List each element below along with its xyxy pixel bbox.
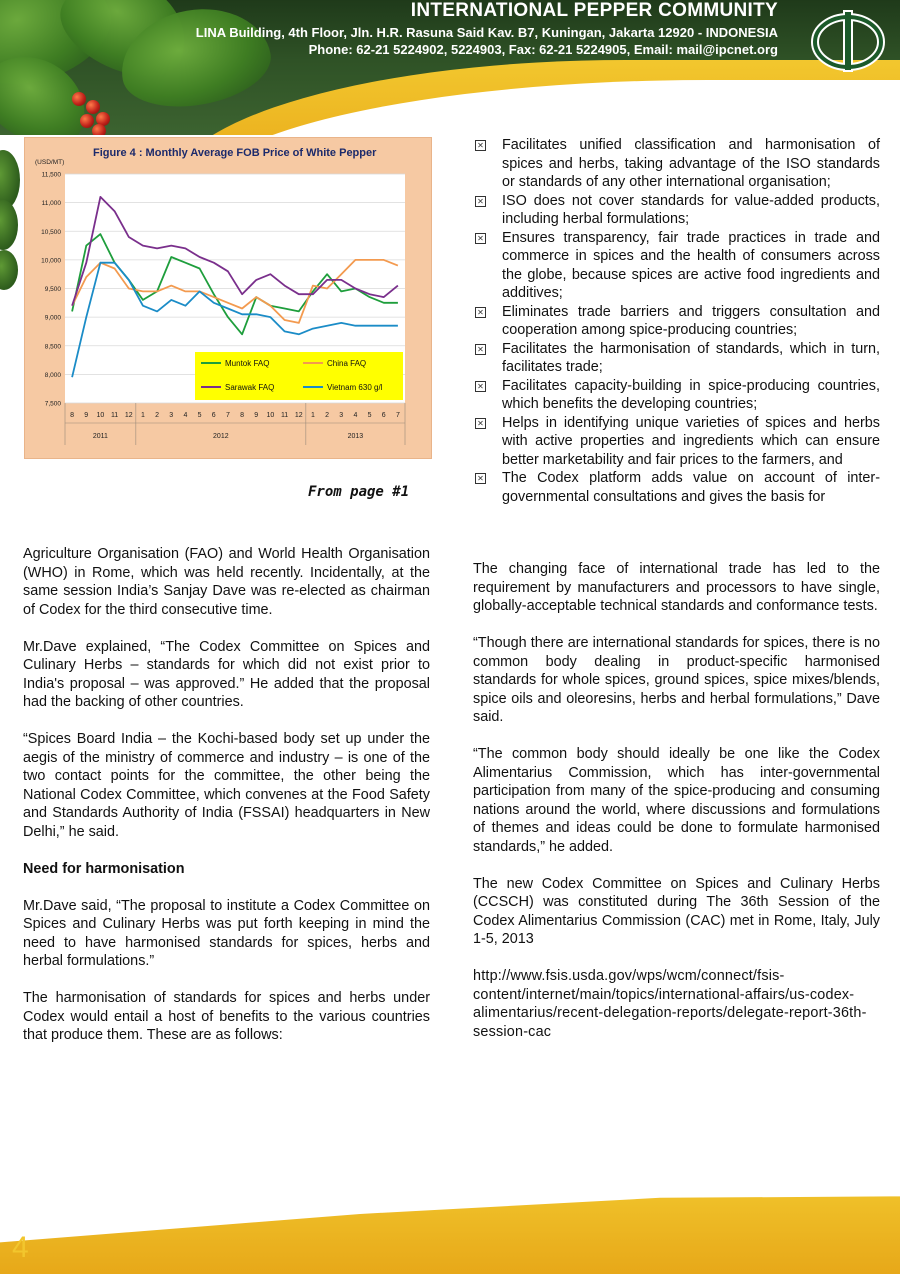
x-tick-label: 2: [325, 412, 330, 419]
paragraph: Mr.Dave explained, “The Codex Committee on Spices and Culinary Herbs – standards for which did not exist prior to India's proposal – was approved.” He added that the proposal had the backing of other countries.: [23, 638, 430, 710]
side-leaf-decoration: [0, 200, 18, 250]
benefits-list: [473, 136, 880, 506]
checkbox-x-icon: ✕: [475, 233, 486, 244]
checkbox-x-icon: ✕: [475, 307, 486, 318]
paragraph: Mr.Dave said, “The proposal to institute a Codex Committee on Spices and Culinary Herbs was put forth keeping in mind the need to have harmonised standards for spices, herbs and herbal formulations.”: [23, 897, 430, 969]
paragraph: “Though there are international standards for spices, there is no common body dealing in product-specific harmonised standards for whole spices, ground spices, spice mixes/blends, spice oils and oleoresins, herbs and herbal formulations,” Dave said.: [473, 635, 880, 725]
year-label: 2011: [92, 433, 108, 440]
left-column: [23, 545, 430, 1063]
legend-label: China FAQ: [327, 359, 367, 368]
list-item: [473, 136, 880, 192]
x-tick-label: 1: [310, 412, 315, 419]
source-link[interactable]: http://www.fsis.usda.gov/wps/wcm/connect/fsis-content/internet/main/topics/international-affairs/us-codex-alimentarius/recent-delegation-reports/delegate-report-36th-session-cac: [473, 968, 867, 1040]
x-tick-label: 4: [353, 412, 358, 419]
section-heading: Need for harmonisation: [23, 860, 185, 877]
paragraph: The new Codex Committee on Spices and Culinary Herbs (CCSCH) was constituted during The 36th Session of the Codex Alimentarius Commission (CAC) met in Rome, Italy, July 1-5, 2013: [473, 875, 880, 947]
x-tick-label: 7: [395, 412, 400, 419]
legend-label: Vietnam 630 g/l: [327, 383, 383, 392]
org-contact: Phone: 62-21 5224902, 5224903, Fax: 62-21 5224905, Email: mail@ipcnet.org: [308, 42, 778, 57]
y-tick-label: 9,000: [44, 314, 61, 322]
year-label: 2012: [213, 433, 229, 440]
x-tick-label: 1: [140, 412, 145, 419]
price-chart: [24, 137, 432, 459]
x-tick-label: 8: [240, 412, 245, 419]
y-tick-label: 10,500: [41, 228, 61, 236]
list-item: [473, 469, 880, 506]
x-tick-label: 3: [339, 412, 344, 419]
x-tick-label: 12: [124, 412, 133, 419]
x-tick-label: 11: [110, 412, 119, 419]
list-item: [473, 192, 880, 229]
checkbox-x-icon: ✕: [475, 140, 486, 151]
ipc-phi-logo-icon: [808, 6, 888, 76]
x-tick-label: 2: [155, 412, 160, 419]
page-footer: [0, 1190, 900, 1274]
y-tick-label: 8,500: [44, 343, 61, 351]
list-item-text: Facilitates capacity-building in spice-producing countries, which benefits the developing countries;: [502, 377, 880, 412]
pepper-berry-icon: [92, 124, 106, 135]
pepper-berry-icon: [72, 92, 86, 106]
paragraph: Agriculture Organisation (FAO) and World Health Organisation (WHO) in Rome, which was held recently. Incidentally, at the same session India’s Sanjay Dave was re-elected as chairman of Codex for the third consecutive time.: [23, 546, 430, 618]
list-item: [473, 414, 880, 470]
x-tick-label: 7: [225, 412, 230, 419]
x-tick-label: 11: [280, 412, 289, 419]
x-tick-label: 12: [294, 412, 303, 419]
checkbox-x-icon: ✕: [475, 473, 486, 484]
pepper-berry-icon: [86, 100, 100, 114]
x-tick-label: 6: [211, 412, 216, 419]
list-item: [473, 340, 880, 377]
chart-unit: (USD/MT): [35, 159, 65, 166]
x-tick-label: 9: [84, 412, 89, 419]
chart-plot: [25, 138, 431, 458]
list-item: [473, 303, 880, 340]
paragraph: The harmonisation of standards for spices and herbs under Codex would entail a host of benefits to the various countries that produce them. These are as follows:: [23, 990, 430, 1043]
list-item-text: Ensures transparency, fair trade practices in trade and commerce in spices and the health of consumers across the globe, because spices are active food ingredients and additives;: [502, 229, 880, 301]
right-column: [473, 560, 880, 1060]
chart-title: Figure 4 : Monthly Average FOB Price of White Pepper: [93, 147, 377, 159]
list-item-text: Eliminates trade barriers and triggers consultation and cooperation among spice-producing countries;: [502, 303, 880, 338]
paragraph: “Spices Board India – the Kochi-based body set up under the aegis of the ministry of commerce and industry – is one of the two contact points for the committee, the other being the National Codex Committee, which convenes at the Food Safety and Standards Authority of India (FSSAI) headquarters in New Delhi,” he said.: [23, 731, 430, 840]
x-tick-label: 8: [70, 412, 75, 419]
y-tick-label: 7,500: [44, 400, 61, 408]
checkbox-x-icon: ✕: [475, 196, 486, 207]
x-tick-label: 5: [197, 412, 202, 419]
x-tick-label: 5: [367, 412, 372, 419]
list-item: [473, 377, 880, 414]
page-number: 4: [12, 1231, 29, 1264]
year-label: 2013: [347, 433, 364, 440]
x-tick-label: 6: [381, 412, 386, 419]
org-name: INTERNATIONAL PEPPER COMMUNITY: [410, 0, 778, 21]
side-leaf-decoration: [0, 250, 18, 290]
list-item-text: ISO does not cover standards for value-added products, including herbal formulations;: [502, 192, 880, 227]
from-page-label: From page #1: [308, 484, 410, 500]
x-tick-label: 4: [183, 412, 188, 419]
checkbox-x-icon: ✕: [475, 418, 486, 429]
y-tick-label: 9,500: [44, 286, 61, 293]
x-tick-label: 3: [169, 412, 174, 419]
x-tick-label: 9: [254, 412, 259, 419]
pepper-berry-icon: [80, 114, 94, 128]
y-tick-label: 10,000: [41, 257, 61, 265]
paragraph: The changing face of international trade has led to the requirement by manufacturers and processors to have single, globally-acceptable technical standards and conformance tests.: [473, 561, 880, 614]
y-tick-label: 11,500: [41, 171, 61, 179]
legend-label: Sarawak FAQ: [225, 383, 275, 392]
list-item: [473, 229, 880, 303]
x-tick-label: 10: [266, 412, 275, 419]
list-item-text: Helps in identifying unique varieties of spices and herbs with active properties and ingredients which can ensure better marketability and fair prices to the farmers, and: [502, 414, 880, 468]
org-address: LINA Building, 4th Floor, Jln. H.R. Rasuna Said Kav. B7, Kuningan, Jakarta 12920 - INDONESIA: [195, 25, 778, 40]
list-item-text: Facilitates the harmonisation of standards, which in turn, facilitates trade;: [502, 340, 880, 375]
y-tick-label: 8,000: [44, 371, 61, 379]
checkbox-x-icon: ✕: [475, 344, 486, 355]
checkbox-x-icon: ✕: [475, 381, 486, 392]
page-header: [0, 0, 900, 135]
list-item-text: Facilitates unified classification and harmonisation of spices and herbs, taking advantage of the ISO standards or standards of any other international organisation;: [502, 137, 880, 190]
list-item-text: The Codex platform adds value on account of inter-governmental consultations and gives the basis for: [502, 470, 880, 505]
paragraph: “The common body should ideally be one like the Codex Alimentarius Commission, which has inter-governmental participation from many of the spice-producing and consuming nations around the world, where discussions and formulations of themes and ideas could be done to formulate harmonised standards,” he added.: [473, 746, 880, 855]
legend-label: Muntok FAQ: [225, 359, 270, 368]
y-tick-label: 11,000: [41, 200, 61, 208]
x-tick-label: 10: [96, 412, 105, 419]
